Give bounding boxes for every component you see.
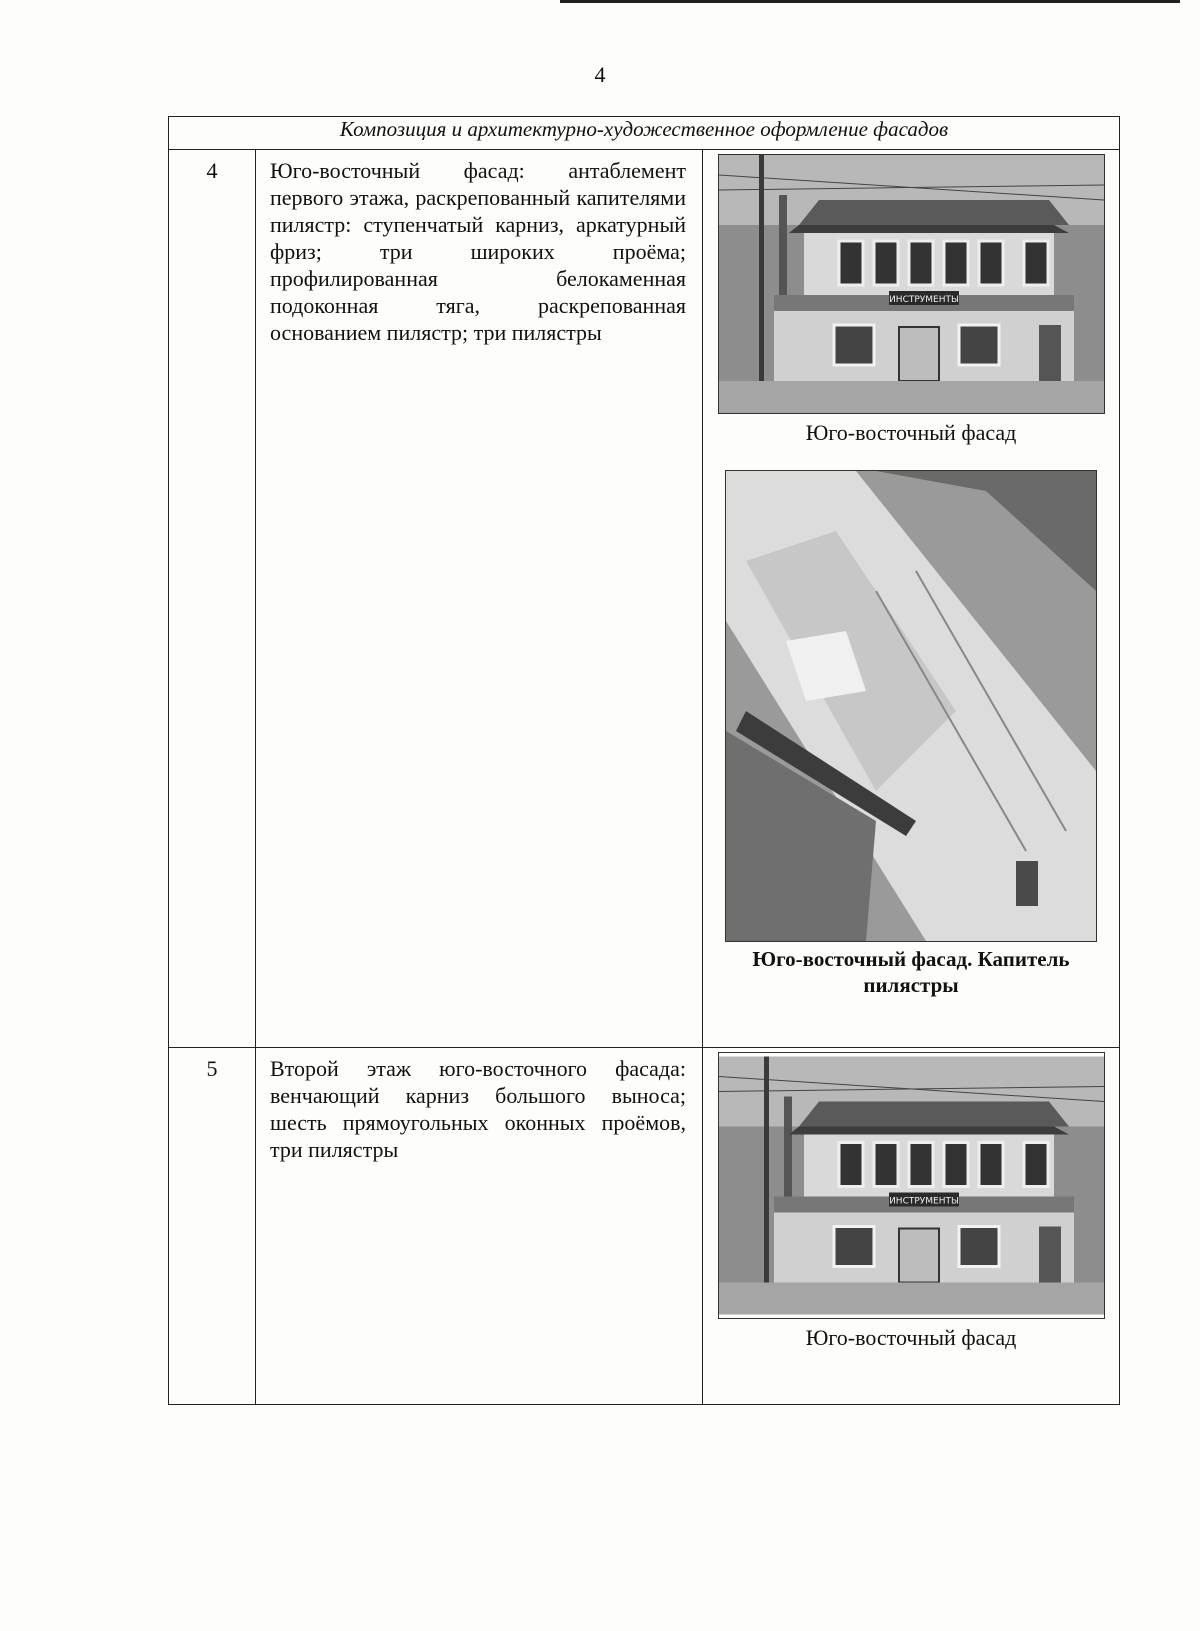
row-number: 4 (169, 150, 256, 1048)
page-number: 4 (594, 62, 606, 87)
top-rule (560, 0, 1180, 3)
row-images (703, 1048, 1120, 1405)
section-header: Композиция и архитектурно-художественное оформление фасадов (169, 117, 1120, 150)
row-description: Второй этаж юго-восточного фасада: венчающий карниз большого выноса; шесть прямоугольных оконных проёмов, три пилястры (256, 1048, 703, 1405)
row-description: Юго-восточный фасад: антаблемент первого этажа, раскрепованный капителями пилястр: ступенчатый карниз, аркатурный фриз; три широких проёма; профилированная белокаменная подоконная тяга, раскрепованная основанием пилястр; три пилястры (256, 150, 703, 1048)
photo-caption: Юго-восточный фасад (805, 1325, 1017, 1350)
shop-sign-text: ИНСТРУМЕНТЫ (888, 295, 959, 305)
photo-caption: Юго-восточный фасад (805, 420, 1017, 445)
row-images (703, 150, 1120, 1048)
facade-photo (718, 1052, 1105, 1319)
facade-photo (718, 154, 1105, 414)
facade-table (168, 116, 1120, 1405)
table-row (169, 150, 1120, 1048)
photo-caption: Юго-восточный фасад. Капитель пилястры (752, 947, 1070, 997)
shop-sign-text: ИНСТРУМЕНТЫ (888, 1196, 959, 1207)
section-header-row (169, 117, 1120, 150)
row-number: 5 (169, 1048, 256, 1405)
pilaster-capital-photo (725, 470, 1097, 942)
table-row (169, 1048, 1120, 1405)
